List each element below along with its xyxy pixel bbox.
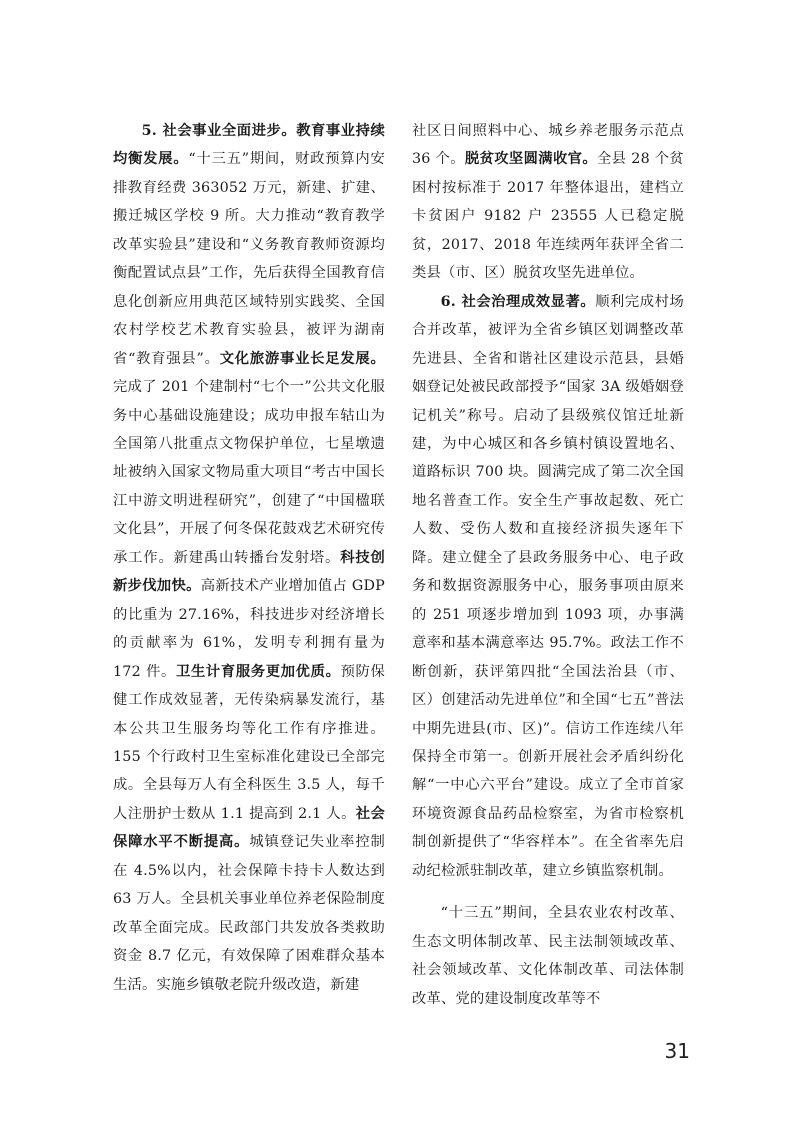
text-poverty-alleviation: 全县 28 个贫困村按标准于 2017 年整体退出，建档立卡贫困户 9182 户 23555 人已稳定脱贫，2017、2018 年连续两年获评全省二类县（市、区）脱贫攻坚先进单位。: [412, 151, 684, 282]
text-social-governance: 顺利完成村场合并改革，被评为全省乡镇区划调整改革先进县、全省和谐社区建设示范县，县婚姻登记处被民政部授予“国家 3A 级婚姻登记机关”称号。启动了县级殡仪馆迁址新建，为中心城区和各乡镇村镇设置地名、道路标识 700 块。圆满完成了第二次全国地名普查工作。安全生产事故起数、死亡人数、受伤人数和直接经济损失逐年下降。建立健全了县政务服务中心、电子政务和数据资源服务中心，服务事项由原来的 251 项逐步增加到 1093 项，办事满意率和基本满意率达 95.7%。政法工作不断创新，获评第四批“全国法治县（市、区）创建活动先进单位”和全国“七五”普法中期先进县(市、区)”。信访工作连续八年保持全市第一。创新开展社会矛盾纠纷化解“一中心六平台”建设。成立了全市首家环境资源食品药品检察室，为省市检察机制创新提供了“华容样本”。在全省率先启动纪检派驻制改革，建立乡镇监察机制。: [412, 293, 684, 879]
text-health-services: 预防保健工作成效显著，无传染病暴发流行，基本公共卫生服务均等化工作有序推进。155 个行政村卫生室标准化建设已全部完成。全县每万人有全科医生 3.5 人，每千人注册护士数从 1.1 提高到 2.1 人。: [113, 663, 385, 822]
heading-social-governance: 6. 社会治理成效显著。: [440, 293, 596, 310]
paragraph-social-governance: [412, 288, 684, 886]
heading-poverty-alleviation: 脱贫攻坚圆满收官。: [464, 151, 597, 168]
heading-social-security: 社会保障水平不断提高。: [113, 805, 385, 851]
paragraph-social-undertakings: [113, 117, 385, 999]
right-text-column: [412, 117, 684, 1013]
text-reforms: “十三五”期间，全县农业农村改革、生态文明体制改革、民主法制领域改革、社会领域改革、文化体制改革、司法体制改革、党的建设制度改革等不: [412, 905, 684, 1007]
heading-social-progress: 5. 社会事业全面进步。: [141, 123, 297, 139]
text-science-innovation: 高新技术产业增加值占 GDP 的比重为 27.16%，科技进步对经济增长的贡献率为 61%，发明专利拥有量为 172 件。: [113, 578, 385, 680]
heading-education: 教育事业持续均衡发展。: [113, 123, 385, 168]
text-culture-tourism: 完成了 201 个建制村“七个一”公共文化服务中心基础设施建设；成功申报车轱山为全国第八批重点文物保护单位，七星墩遗址被纳入国家文物局重大项目“考古中国长江中游文明进程研究”，创建了“中国楹联文化县”，开展了何冬保花鼓戏艺术研究传承工作。新建禹山转播台发射塔。: [113, 379, 385, 566]
left-text-column: [113, 117, 385, 999]
text-education: “十三五”期间，财政预算内安排教育经费 363052 万元，新建、扩建、搬迁城区学校 9 所。大力推动“教育教学改革实验县”建设和“义务教育教师资源均衡配置试点县”工作，先后获得全国教育信息化创新应用典范区域特别实践奖、全国农村学校艺术教育实验县，被评为湖南省“教育强县”。: [113, 151, 386, 367]
heading-science-innovation: 科技创新步伐加快。: [113, 549, 385, 595]
text-social-security: 城镇登记失业率控制在 4.5%以内，社会保障卡持卡人数达到 63 万人。全县机关事业单位养老保险制度改革全面完成。民政部门共发放各类救助资金 8.7 亿元，有效保障了困难群众基本生活。实施乡镇敬老院升级改造，新建: [113, 834, 385, 993]
heading-culture-tourism: 文化旅游事业长足发展。: [219, 350, 386, 367]
paragraph-continuation: [412, 117, 684, 288]
paragraph-reforms: [412, 899, 684, 1013]
page-number: 31: [664, 1039, 690, 1063]
text-elderly-care: 社区日间照料中心、城乡养老服务示范点 36 个。: [412, 123, 684, 168]
heading-health-services: 卫生计育服务更加优质。: [176, 663, 341, 680]
